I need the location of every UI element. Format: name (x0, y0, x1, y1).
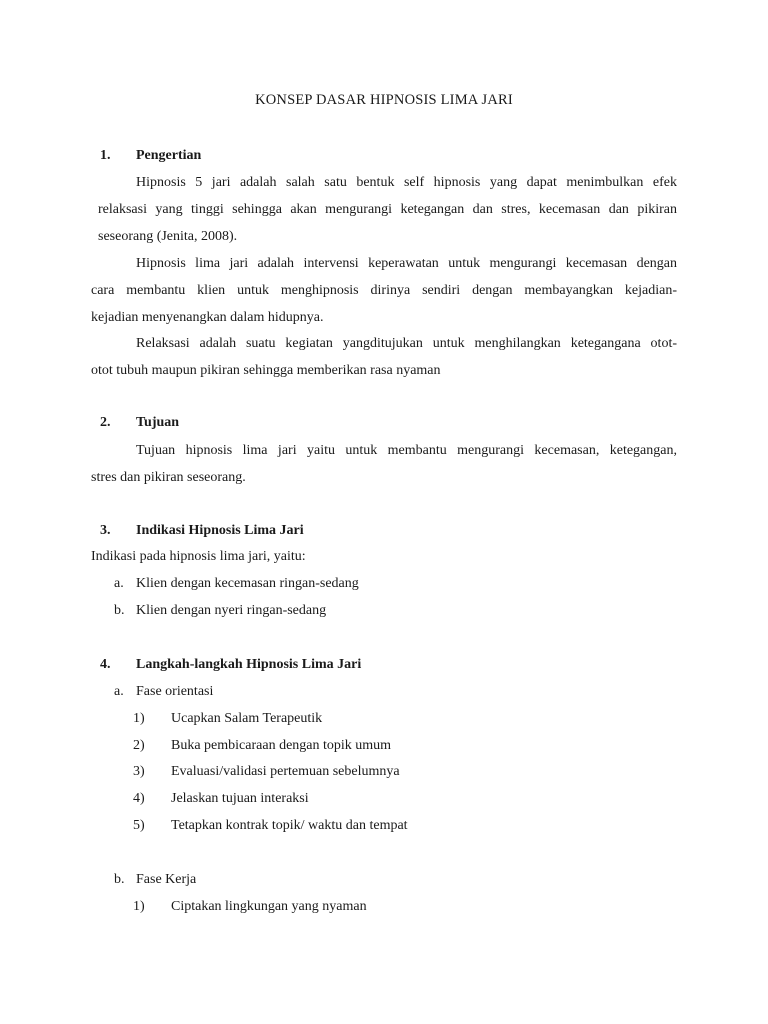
list-item: Klien dengan kecemasan ringan-sedang (136, 576, 359, 591)
step-marker: 5) (133, 818, 145, 833)
section-4-heading: Langkah-langkah Hipnosis Lima Jari (136, 657, 362, 672)
paragraph-line: otot tubuh maupun pikiran sehingga memberikan rasa nyaman (91, 363, 441, 378)
step-marker: 2) (133, 738, 145, 753)
section-1-heading: Pengertian (136, 148, 202, 163)
phase-marker: b. (114, 872, 125, 887)
list-marker: b. (114, 603, 125, 618)
paragraph-line: Hipnosis 5 jari adalah salah satu bentuk self hipnosis yang dapat menimbulkan efek (136, 175, 677, 190)
paragraph-line: cara membantu klien untuk menghipnosis dirinya sendiri dengan membayangkan kejadian- (91, 283, 677, 298)
step-text: Jelaskan tujuan interaksi (171, 791, 309, 806)
section-4-number: 4. (100, 657, 111, 672)
paragraph-line: relaksasi yang tinggi sehingga akan mengurangi ketegangan dan stres, kecemasan dan pikiran (98, 202, 677, 217)
section-3-intro: Indikasi pada hipnosis lima jari, yaitu: (91, 549, 306, 564)
section-3-heading: Indikasi Hipnosis Lima Jari (136, 523, 304, 538)
step-text: Buka pembicaraan dengan topik umum (171, 738, 392, 753)
step-marker: 3) (133, 764, 145, 779)
paragraph-line: Relaksasi adalah suatu kegiatan yangditujukan untuk menghilangkan ketegangana otot- (136, 336, 677, 351)
list-marker: a. (114, 576, 124, 591)
paragraph-line: kejadian menyenangkan dalam hidupnya. (91, 310, 324, 325)
step-text: Ciptakan lingkungan yang nyaman (171, 899, 367, 914)
section-1-number: 1. (100, 148, 111, 163)
phase-marker: a. (114, 684, 124, 699)
document-title: KONSEP DASAR HIPNOSIS LIMA JARI (255, 92, 513, 108)
step-marker: 1) (133, 711, 145, 726)
paragraph-line: Tujuan hipnosis lima jari yaitu untuk membantu mengurangi kecemasan, ketegangan, (136, 443, 677, 458)
section-2-heading: Tujuan (136, 415, 180, 430)
paragraph-line: stres dan pikiran seseorang. (91, 470, 246, 485)
paragraph-line: seseorang (Jenita, 2008). (98, 229, 238, 244)
phase-label: Fase orientasi (136, 684, 214, 699)
paragraph-line: Hipnosis lima jari adalah intervensi keperawatan untuk mengurangi kecemasan dengan (136, 256, 677, 271)
section-3-number: 3. (100, 523, 111, 538)
step-text: Tetapkan kontrak topik/ waktu dan tempat (171, 818, 408, 833)
list-item: Klien dengan nyeri ringan-sedang (136, 603, 327, 618)
step-marker: 4) (133, 791, 145, 806)
phase-label: Fase Kerja (136, 872, 197, 887)
section-2-number: 2. (100, 415, 111, 430)
step-text: Ucapkan Salam Terapeutik (171, 711, 323, 726)
step-text: Evaluasi/validasi pertemuan sebelumnya (171, 764, 400, 779)
step-marker: 1) (133, 899, 145, 914)
